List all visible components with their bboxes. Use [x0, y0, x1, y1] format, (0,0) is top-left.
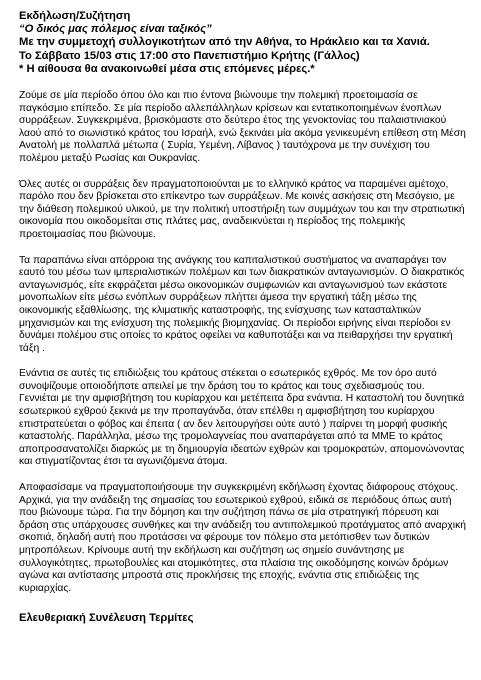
document-page [19, 10, 467, 625]
event-room-notice: * Η αίθουσα θα ανακοινωθεί μέσα στις επόμενες μέρες.* [19, 62, 315, 75]
paragraph-4: Ενάντια σε αυτές τις επιδιώξεις του κράτους στέκεται ο εσωτερικός εχθρός. Με τον όρο αυτό συνοψίζουμε οποιοδήποτε απειλεί με την δράση του το κράτος και τους σχεδιασμούς του. Γεννιέται με την αμφισβήτηση του κυρίαρχου και μετέπειτα δρα ενάντια. Η καταστολή του δυνητικά εσωτερικού εχθρού ξεκινά με την προπαγάνδα, όταν επέλθει η αμφισβήτηση του κυρίαρχου επιστρατεύεται ο φόβος και έπειτα ( αν δεν λειτουργήσει ούτε αυτό ) παίρνει τη μορφή φυσικής καταστολής. Παράλληλα, μέσω της τρομολαγνείας που αναπαράγεται από τα ΜΜΕ το κράτος αποπροσανατολίζει διαρκώς με τη δημιουργία ιδεατών εχθρών και τρομοκρατών, απομονώνοντας και στιγματίζοντας έτσι τα αγωνιζόμενα άτομα. [19, 368, 465, 468]
paragraph-2: Όλες αυτές οι συρράξεις δεν πραγματοποιούνται με το ελληνικό κράτος να παραμένει αμέτοχο, παρόλο που δεν βρίσκεται στο επίκεντρο των συρράξεων. Με κοινές ασκήσεις στη Μεσόγειο, με την διάθεση πολεμικού υλικού, με την πολιτική υποστήριξη των συμμάχων του και την στρατιωτική οικονομία που οικοδομείται στις πλάτες μας, αναδεικνύεται η περίοδος της πολεμικής προετοιμασίας που βιώνουμε. [19, 178, 465, 240]
event-participants: Με την συμμετοχή συλλογικοτήτων από την Αθήνα, το Ηράκλειο και τα Χανιά. [19, 36, 430, 49]
paragraph-3: Τα παραπάνω είναι απόρροια της ανάγκης του καπιταλιστικού συστήματος να αναπαράγει τον εαυτό του μέσω των ιμπεριαλιστικών πολέμων και των διακρατικών ανταγωνισμών. Ο διακρατικός ανταγωνισμός, είτε εκφράζεται μέσω οικονομικών συμφωνιών και ανταγωνισμού των εκάστοτε μονοπωλίων είτε μέσω ενόπλων συρράξεων πλήττει άμεσα την εργατική τάξη μέσω της οικονομικής εξαθλίωσης, της κλιματικής καταστροφής, της ενίσχυσης των κατασταλτικών μηχανισμών και της ενίσχυση της πολεμικής βιομηχανίας. Οι περίοδοι ειρήνης είναι περίοδοι εν δυνάμει πολέμου στις οποίες το κράτος οφείλει να καθυποτάξει και να πειθαρχήσει την εργατική τάξη . [19, 254, 465, 354]
paragraph-1: Ζούμε σε μία περίοδο όπου όλο και πιο έντονα βιώνουμε την πολεμική προετοιμασία σε παγκόσμιο επίπεδο. Σε μία περίοδο αλλεπάλληλων κρίσεων και εντατικοποιημένων ένοπλων συρράξεων. Συγκεκριμένα, βρισκόμαστε στο δεύτερο έτος της γενοκτονίας του παλαιστινιακού λαού από το σιωνιστικό κράτος του Ισραήλ, ενώ ξεκινάει μία ακόμα γενικευμένη επίθεση στη Μέση Ανατολή με πολλαπλά μέτωπα ( Συρία, Υεμένη, Λίβανος ) ταυτόχρονα με την συνέχιση του πολέμου μεταξύ Ρωσίας και Ουκρανίας. [19, 90, 466, 164]
signature: Ελευθεριακή Συνέλευση Τερμίτες [19, 612, 194, 625]
event-header [19, 10, 467, 76]
event-type: Εκδήλωση/Συζήτηση [19, 10, 131, 22]
event-title: “Ο δικός μας πόλεμος είναι ταξικός” [19, 23, 212, 36]
event-datetime-location: Το Σάββατο 15/03 στις 17:00 στο Πανεπιστήμιο Κρήτης (Γάλλος) [19, 49, 360, 62]
paragraph-5: Αποφασίσαμε να πραγματοποιήσουμε την συγκεκριμένη εκδήλωση έχοντας διάφορους στόχους. Αρχικά, για την ανάδειξη της σημασίας του εσωτερικού εχθρού, ειδικά σε περιόδους όπως αυτή που βιώνουμε τώρα. Για την δόμηση και την συζήτηση πάνω σε μία στρατηγική πόρευση και δράση στις υπάρχουσες συνθήκες και την ανάδειξη του αντιπολεμικού προτάγματος από αναρχική σκοπιά, δηλαδή αυτή που προτάσσει να φέρουμε τον πόλεμο στα μετόπισθεν των δυτικών μητροπόλεων. Κρίνουμε αυτή την εκδήλωση και συζήτηση ως σημείο συνάντησης με συλλογικότητες, πρωτοβουλίες και ατομικότητες, στα πλαίσια της οικοδόμησης κοινών δρόμων αγώνα και αντίστασης μπροστά στις προκλήσεις της εποχής, ενάντια στις επιδιώξεις της κυριαρχίας. [19, 482, 466, 594]
